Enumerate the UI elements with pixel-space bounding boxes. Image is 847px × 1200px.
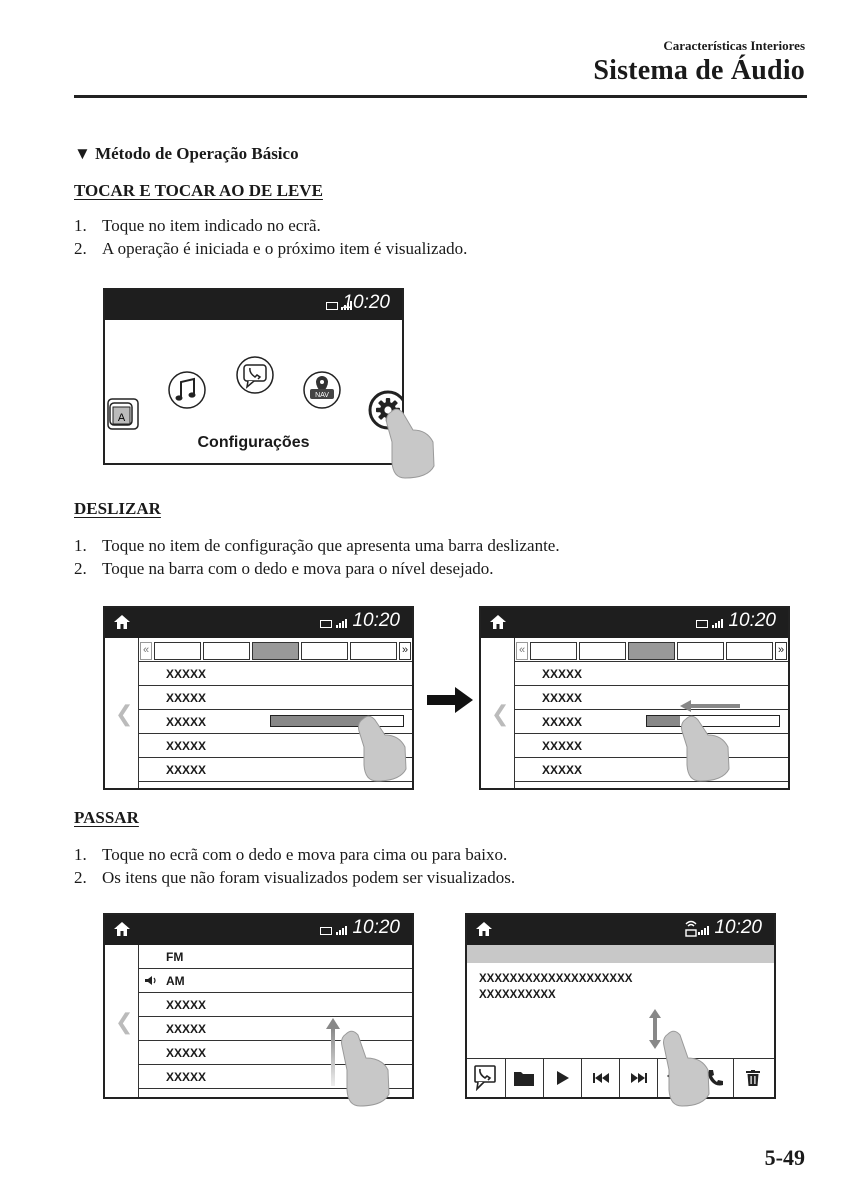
back-rail[interactable]: [105, 638, 139, 788]
slide-heading: DESLIZAR: [74, 499, 161, 518]
list-item[interactable]: XXXXX: [138, 662, 412, 686]
battery-icon: [320, 927, 332, 935]
swipe-steps: [74, 843, 794, 889]
page-number: 5-49: [764, 1145, 805, 1170]
scroll-up-down-arrow-icon: [648, 1009, 662, 1049]
tab-5[interactable]: [350, 642, 397, 660]
clock: 10:20: [352, 610, 400, 631]
chevron-left-icon: ❮: [115, 701, 134, 726]
slide-steps: [74, 534, 794, 580]
list-item-active[interactable]: AM: [138, 969, 412, 993]
page-title: Sistema de Áudio: [593, 55, 805, 86]
tab-3-selected[interactable]: [628, 642, 675, 660]
tab-2[interactable]: [579, 642, 626, 660]
chevron-left-icon: ❮: [491, 701, 510, 726]
slider-fill: [271, 716, 367, 726]
swiping-finger-icon: [340, 1028, 396, 1110]
list-item[interactable]: XXXXX: [138, 1041, 412, 1065]
status-bar: [105, 915, 412, 945]
battery-icon: [696, 620, 708, 628]
media-toolbar: [467, 1058, 774, 1097]
signal-icon: [712, 618, 726, 628]
list-item: 1. Toque no item indicado no ecrã.: [74, 216, 321, 235]
message-screen: [465, 913, 776, 1099]
wireless-battery-icon: [684, 919, 698, 939]
section-heading-text: Método de Operação Básico: [95, 144, 299, 163]
tab-3-selected[interactable]: [252, 642, 299, 660]
svg-text:NAV: NAV: [315, 392, 329, 399]
status-bar: [481, 608, 788, 638]
previous-icon: [593, 1073, 609, 1083]
swipe-heading: PASSAR: [74, 808, 139, 827]
arrow-right-icon: [425, 686, 475, 714]
clock: 10:20: [352, 917, 400, 938]
chevron-left-icon: ❮: [115, 1009, 134, 1034]
list-item[interactable]: XXXXX: [138, 993, 412, 1017]
list-item[interactable]: XXXXX: [138, 1017, 412, 1041]
slide-direction-arrow-icon: [678, 700, 742, 712]
list-item[interactable]: XXXXX: [514, 734, 788, 758]
home-icon[interactable]: [113, 920, 131, 938]
navigation-icon[interactable]: [304, 372, 340, 408]
touching-finger-icon: [357, 713, 413, 783]
back-rail[interactable]: [105, 945, 139, 1097]
previous-button[interactable]: [581, 1059, 620, 1097]
tab-scroll-right-icon[interactable]: »: [399, 642, 411, 660]
list-item: 2. Os itens que não foram visualizados podem ser visualizados.: [74, 868, 516, 887]
phone-message-icon: [474, 1065, 498, 1091]
apps-icon[interactable]: [108, 399, 138, 429]
speaker-icon: [144, 975, 158, 986]
list-item: 2. A operação é iniciada e o próximo item é visualizado.: [74, 239, 468, 258]
header-divider: [74, 95, 807, 98]
tab-2[interactable]: [203, 642, 250, 660]
music-icon[interactable]: [169, 372, 205, 408]
list-item[interactable]: XXXXX: [514, 686, 788, 710]
list-item-with-slider[interactable]: XXXXX: [138, 710, 412, 734]
list-item[interactable]: XXXXX: [514, 662, 788, 686]
slider-screen-after: [479, 606, 790, 790]
signal-icon: [698, 925, 712, 935]
phone-message-button[interactable]: [467, 1059, 506, 1097]
home-icon[interactable]: [475, 920, 493, 938]
slider-fill: [647, 716, 680, 726]
list-item: 1. Toque no ecrã com o dedo e mova para cima ou para baixo.: [74, 845, 508, 864]
status-bar: [105, 608, 412, 638]
tapping-finger-icon: [383, 404, 439, 482]
message-body: [479, 971, 632, 1003]
battery-icon: [320, 620, 332, 628]
back-rail[interactable]: [481, 638, 515, 788]
home-icon[interactable]: [113, 613, 131, 631]
list-item: 1. Toque no item de configuração que apresenta uma barra deslizante.: [74, 536, 560, 555]
tap-heading: TOCAR E TOCAR AO DE LEVE: [74, 181, 323, 200]
list-item-with-slider[interactable]: XXXXX: [514, 710, 788, 734]
sliding-finger-icon: [680, 713, 736, 783]
folder-icon: [514, 1070, 534, 1086]
delete-button[interactable]: [733, 1059, 772, 1097]
clock: 10:20: [728, 610, 776, 631]
swiping-finger-icon: [662, 1028, 714, 1110]
battery-icon: [326, 302, 338, 310]
tab-strip: [514, 638, 788, 662]
message-header-bar: [467, 945, 774, 963]
tap-steps: [74, 214, 794, 260]
list-item[interactable]: XXXXX: [138, 686, 412, 710]
tab-scroll-left-icon[interactable]: «: [140, 642, 152, 660]
svg-text:A: A: [117, 412, 126, 424]
list-item[interactable]: XXXXX: [138, 1065, 412, 1089]
list-item[interactable]: FM: [138, 945, 412, 969]
message-line: XXXXXXXXXXXXXXXXXXXX: [479, 973, 633, 985]
list-item[interactable]: XXXXX: [138, 734, 412, 758]
clock: 10:20: [342, 292, 390, 313]
play-button[interactable]: [543, 1059, 582, 1097]
status-bar: [467, 915, 774, 945]
phone-icon[interactable]: [237, 357, 273, 393]
tab-scroll-right-icon[interactable]: »: [775, 642, 787, 660]
tab-4[interactable]: [301, 642, 348, 660]
home-icon[interactable]: [489, 613, 507, 631]
settings-caption: Configurações: [197, 434, 310, 451]
signal-icon: [336, 618, 350, 628]
next-button[interactable]: [619, 1059, 658, 1097]
section-heading: [74, 144, 299, 164]
triangle-bullet-icon: ▼: [74, 144, 91, 163]
list-item[interactable]: XXXXX: [514, 758, 788, 782]
tab-4[interactable]: [677, 642, 724, 660]
tab-1[interactable]: [530, 642, 577, 660]
tab-strip: [138, 638, 412, 662]
next-icon: [631, 1073, 647, 1083]
message-line: XXXXXXXXXX: [479, 989, 556, 1001]
tab-scroll-left-icon[interactable]: «: [516, 642, 528, 660]
folder-button[interactable]: [505, 1059, 544, 1097]
clock: 10:20: [714, 917, 762, 938]
trash-icon: [746, 1070, 760, 1086]
tap-home-screen: [103, 288, 404, 465]
tab-5[interactable]: [726, 642, 773, 660]
scroll-up-arrow-icon: [326, 1018, 340, 1086]
chapter-label: Características Interiores: [663, 38, 805, 53]
list-item: 2. Toque na barra com o dedo e mova para o nível desejado.: [74, 559, 494, 578]
play-icon: [556, 1070, 570, 1086]
status-bar: [105, 290, 402, 320]
signal-icon: [336, 925, 350, 935]
list-item[interactable]: XXXXX: [138, 758, 412, 782]
tab-1[interactable]: [154, 642, 201, 660]
